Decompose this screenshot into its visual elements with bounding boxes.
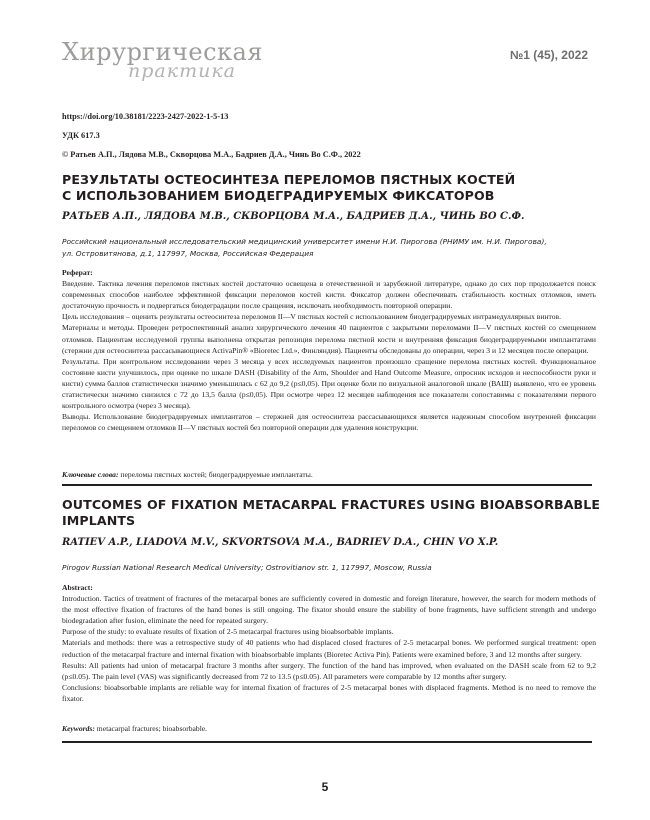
ru-affiliation	[62, 236, 602, 260]
section-divider-top	[62, 484, 592, 486]
ru-title-line1: РЕЗУЛЬТАТЫ ОСТЕОСИНТЕЗА ПЕРЕЛОМОВ ПЯСТНЫХ КОСТЕЙ	[62, 172, 516, 187]
ru-abstract-results: Результаты. При контрольном исследовании через 3 месяца у всех исследуемых пациентов произошло сращение перелома пястных костей. Функциональное состояние кисти улучшилось, при оценке по шкале DASH (Disability of the Arm, Shoulder and Hand Outcome Measure, опросник исходов и неспособности руки и кисти) сумма баллов статистически значимо уменьшилась с 62 до 9,2 (p≤0,05). При оценке боли по визуальной аналоговой шкале (ВАШ) выявлено, что ее уровень статистически значимо снизился с 72 до 13,5 балла (p≤0,05). При осмотре через 12 месяцев наблюдения все показатели сопоставимы с показателями первого контрольного осмотра (через 3 месяца).	[62, 356, 596, 411]
en-authors: RATIEV A.P., LIADOVA M.V., SKVORTSOVA M.A., BADRIEV D.A., CHIN VO X.P.	[62, 537, 499, 548]
en-title	[62, 497, 602, 529]
ru-affiliation-line1: Российский национальный исследовательский медицинский университет имени Н.И. Пирогова (РНИМУ им. Н.И. Пирогова),	[62, 237, 547, 246]
en-abstract-methods: Materials and methods: there was a retrospective study of 40 patients who had displaced closed fractures of 2-5 metacarpal bones. We performed surgical treatment: open reduction of the metacarpal fracture and internal fixation with bioabsorbable implants (Bioretec Activa Pin). Patients were examined before, 3 and 12 months after surgery.	[62, 638, 596, 659]
logo-subtitle: практика	[128, 60, 237, 82]
en-abstract-conclusions: Conclusions: bioabsorbable implants are reliable way for internal fixation of fractures of 2-5 metacarpal bones with displaced fragments. Method is no need to remove the fixator.	[62, 682, 596, 703]
ru-abstract	[62, 267, 596, 433]
en-affiliation: Pirogov Russian National Research Medical University; Ostrovitianov str. 1, 117997, Moscow, Russia	[62, 563, 432, 572]
ru-abstract-label: Реферат:	[62, 268, 93, 277]
en-abstract-aim: Purpose of the study: to evaluate results of fixation of 2-5 metacarpal fractures using bioabsorbable implants.	[62, 627, 394, 637]
ru-abstract-aim: Цель исследования – оценить результаты остеосинтеза переломов II—V пястных костей с использованием биодеградируемых интрамедуллярных винтов.	[62, 312, 561, 322]
ru-authors: РАТЬЕВ А.П., ЛЯДОВА М.В., СКВОРЦОВА М.А., БАДРИЕВ Д.А., ЧИНЬ ВО С.Ф.	[62, 211, 525, 222]
copyright-line: © Ратьев А.П., Лядова М.В., Скворцова М.А., Бадриев Д.А., Чинь Во С.Ф., 2022	[62, 150, 361, 159]
ru-keywords	[62, 470, 596, 479]
ru-abstract-intro: Введение. Тактика лечения переломов пястных костей достаточно освещена в отечественной и зарубежной литературе, однако до сих пор продолжается поиск современных способов наиболее эффективной фиксации переломов костей кисти. Фиксатор должен обеспечивать стабильность костных отломков, иметь достаточную прочность и подвергаться биодеградации после сращения, исключать необходимость повторной операции.	[62, 279, 596, 311]
ru-keywords-label: Ключевые слова:	[62, 470, 119, 479]
journal-logo	[62, 38, 263, 82]
en-title-line2: IMPLANTS	[62, 513, 136, 528]
logo-title: Хирургическая	[62, 38, 263, 66]
ru-title	[62, 172, 602, 204]
en-keywords	[62, 724, 596, 733]
en-abstract-intro: Introduction. Tactics of treatment of fractures of the metacarpal bones are sufficiently covered in domestic and foreign literature, however, the search for modern methods of the most effective fixation of fractures of the hand bones is still ongoing. The fixator should ensure the stability of bone fragments, have sufficient strength and undergo biodegradation after fusion, eliminate the need for repeated surgery.	[62, 594, 596, 626]
ru-affiliation-line2: ул. Островитянова, д.1, 117997, Москва, Российская Федерация	[62, 249, 314, 258]
en-keywords-label: Keywords:	[62, 724, 95, 733]
page-number: 5	[321, 780, 329, 794]
ru-abstract-conclusions: Выводы. Использование биодеградируемых имплантатов – стержней для остеосинтеза рассасывающихся является надежным способом внутренней фиксации переломов со смещением отломков II—V пястных костей без повторной операции для удаления конструкции.	[62, 412, 596, 433]
ru-keywords-text: переломы пястных костей; биодеградируемые имплантаты.	[118, 470, 313, 479]
en-keywords-text: metacarpal fractures; bioabsorbable.	[94, 724, 208, 733]
en-abstract-results: Results: All patients had union of metacarpal fracture 3 months after surgery. The function of the hand has improved, when evaluated on the DASH scale from 62 to 9,2 (p≤0.05). The pain level (VAS) was significantly decreased from 72 to 13.5 (p≤0.05). All parameters were comparable by 12 months after surgery.	[62, 660, 596, 681]
en-abstract	[62, 582, 596, 704]
ru-title-line2: С ИСПОЛЬЗОВАНИЕМ БИОДЕГРАДИРУЕМЫХ ФИКСАТОРОВ	[62, 188, 495, 203]
en-title-line1: OUTCOMES OF FIXATION METACARPAL FRACTURES USING BIOABSORBABLE	[62, 497, 601, 512]
en-abstract-label: Abstract:	[62, 583, 93, 592]
udk-code: УДК 617.3	[62, 131, 100, 140]
ru-abstract-methods: Материалы и методы. Проведен ретроспективный анализ хирургического лечения 40 пациентов с закрытыми переломами II—V пястных костей со смещением отломков. Пациентам исследуемой группы выполнена открытая репозиция перелома пястной кости и внутренняя фиксация биодеградируемыми имплантатами (стержни для остеосинтеза рассасывающиеся ActivaPin® «Bioretec Ltd.», Финляндия). Пациенты обследованы до операции, через 3 и 12 месяцев после операции.	[62, 323, 596, 355]
doi-link[interactable]: https://doi.org/10.38181/2223-2427-2022-1-5-13	[62, 112, 229, 121]
issue-number: №1 (45), 2022	[509, 48, 588, 62]
section-divider-bottom	[62, 741, 592, 743]
